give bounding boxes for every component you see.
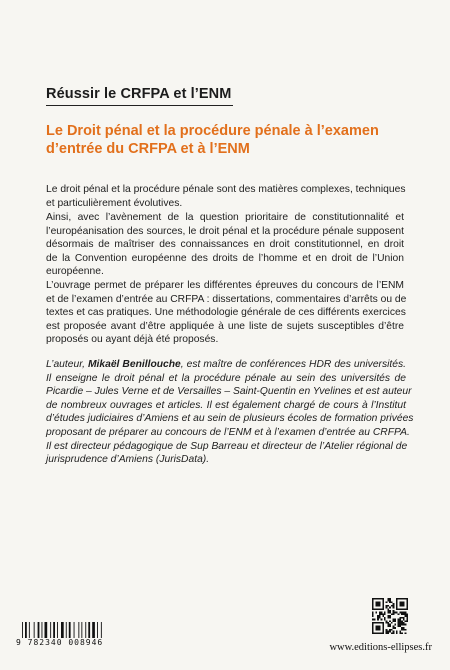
qr-code [372,598,408,634]
series-title-underline [46,105,233,106]
text-line: l’européanisation des sources, le droit pénal et la procédure pénale supposent [46,225,404,237]
author-bio [46,358,414,467]
text-line: désormais de maîtriser des connaissances en droit constitutionnel, en droit [46,239,404,251]
bio-line: jurisprudence d’Amiens (JurisData). [46,454,210,466]
text-line: de la Convention européenne des droits de l’homme et en droit de l’Union [46,252,404,264]
author-name: Mikaël Benillouche [87,359,181,370]
summary-paragraph-1 [46,183,404,210]
bio-line: Picardie – Jules Verne et de Versailles – Saint-Quentin en Yvelines et est auteur [46,386,412,398]
text-line: est proposée avant d’être appliquée à une liste de sujets susceptibles d’être [46,320,404,332]
text-line: proposés ou ayant déjà été proposés. [46,334,219,346]
text-line: européenne. [46,266,104,278]
bio-line: proposant de préparer au concours de l’ENM et à l’examen d’entrée au CRFPA. [46,426,410,438]
bio-line: Il est directeur pédagogique de Sup Barreau et directeur de l’Atelier régional de [46,440,408,452]
publisher-website: www.editions-ellipses.fr [329,642,432,653]
text-line: textes et cas pratiques. Une méthodologie générale de ces différents exercices [46,307,406,319]
text-line: Ainsi, avec l’avènement de la question prioritaire de constitutionnalité et [46,212,404,223]
series-title: Réussir le CRFPA et l’ENM [46,86,232,102]
summary-paragraph-3 [46,279,407,347]
barcode-digits: 9 782340 008946 [16,638,104,647]
text-line: Le droit pénal et la procédure pénale sont des matières complexes, techniques [46,184,406,195]
bio-line: Il enseigne le droit pénal et la procédure pénale au sein des universités de [46,372,406,384]
text-line: et particulièrement évolutives. [46,197,183,209]
book-title [46,122,406,158]
bio-line: d’études judiciaires d’Amiens et au sein de plusieurs écoles de formation privées [46,413,414,425]
book-title-line: d’entrée du CRFPA et à l’ENM [46,141,250,157]
bio-line [46,358,406,372]
text-line: et de l’examen d’entrée au CRFPA : dissertations, commentaires d’arrêts ou de [46,293,407,305]
book-title-line: Le Droit pénal et la procédure pénale à l’examen [46,123,379,139]
summary-paragraph-2 [46,211,404,279]
bio-intro-rest: , est maître de conférences HDR des universités. [180,359,407,370]
text-line: L’ouvrage permet de préparer les différentes épreuves du concours de l’ENM [46,280,404,291]
bio-line: de nombreux ouvrages et articles. Il est également chargé de cours à l’Institut [46,399,406,411]
bio-intro: L’auteur, [46,359,88,370]
